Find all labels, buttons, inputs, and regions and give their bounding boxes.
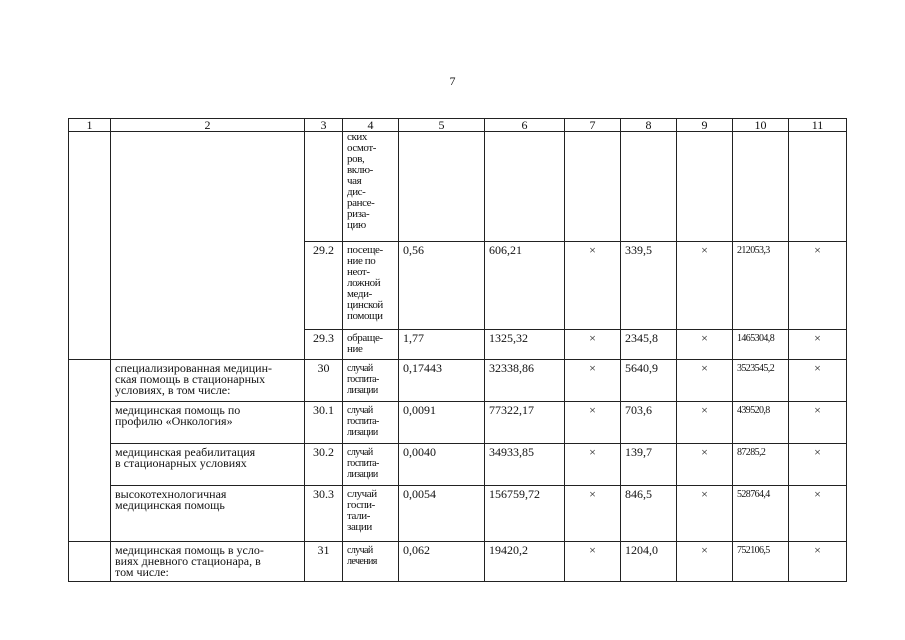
table-row (69, 486, 847, 542)
column-header-2: 2 (111, 119, 305, 132)
cell-col6: 19420,2 (485, 542, 565, 582)
cell-unit: случай госпита- лизации (343, 360, 399, 402)
cell-col5: 0,062 (399, 542, 485, 582)
table-row (69, 542, 847, 582)
cell-col5: 1,77 (399, 330, 485, 360)
cell-col11: × (789, 330, 847, 360)
cell-col10: 528764,4 (733, 486, 789, 542)
column-header-1: 1 (69, 119, 111, 132)
cell-row-number: 30.1 (305, 402, 343, 444)
cell-row-number: 31 (305, 542, 343, 582)
cell-col11: × (789, 360, 847, 402)
cell-col8: 1204,0 (621, 542, 677, 582)
cell-col9: × (677, 360, 733, 402)
cell-col9: × (677, 330, 733, 360)
cell-col5: 0,0040 (399, 444, 485, 486)
cell-col8: 5640,9 (621, 360, 677, 402)
cell-col1-merged (69, 360, 111, 542)
cell-col8: 139,7 (621, 444, 677, 486)
header-row (69, 119, 847, 132)
cell-unit: случай госпи- тали- зации (343, 486, 399, 542)
cell-row-number: 30.3 (305, 486, 343, 542)
cell-col9 (677, 132, 733, 242)
cell-col6: 156759,72 (485, 486, 565, 542)
cell-col11: × (789, 242, 847, 330)
cell-col5: 0,56 (399, 242, 485, 330)
cell-col5 (399, 132, 485, 242)
cell-col5: 0,0054 (399, 486, 485, 542)
cell-col11: × (789, 444, 847, 486)
cell-unit: посеще- ние по неот- ложной меди- цинской помощи (343, 242, 399, 330)
cell-col8: 2345,8 (621, 330, 677, 360)
cell-row-number: 29.2 (305, 242, 343, 330)
column-header-9: 9 (677, 119, 733, 132)
cell-col9: × (677, 486, 733, 542)
cell-row-number (305, 132, 343, 242)
cell-col11: × (789, 402, 847, 444)
cell-col11 (789, 132, 847, 242)
cell-col8 (621, 132, 677, 242)
cell-col6: 606,21 (485, 242, 565, 330)
cell-col6: 1325,32 (485, 330, 565, 360)
cell-indicator-name: высокотехнологичная медицинская помощь (111, 486, 305, 542)
table-row (69, 444, 847, 486)
cell-col6: 77322,17 (485, 402, 565, 444)
cell-indicator-name: медицинская реабилитация в стационарных условиях (111, 444, 305, 486)
cell-indicator-name (111, 132, 305, 360)
table-row (69, 132, 847, 242)
cell-col1 (69, 542, 111, 582)
column-header-8: 8 (621, 119, 677, 132)
cell-col10 (733, 132, 789, 242)
cell-row-number: 29.3 (305, 330, 343, 360)
column-header-4: 4 (343, 119, 399, 132)
column-header-6: 6 (485, 119, 565, 132)
cell-col11: × (789, 486, 847, 542)
cell-col7: × (565, 360, 621, 402)
cell-col9: × (677, 444, 733, 486)
cell-col7: × (565, 402, 621, 444)
cell-col7: × (565, 242, 621, 330)
column-header-5: 5 (399, 119, 485, 132)
cell-row-number: 30.2 (305, 444, 343, 486)
cell-row-number: 30 (305, 360, 343, 402)
cell-indicator-name: медицинская помощь по профилю «Онкология» (111, 402, 305, 444)
cell-col7: × (565, 542, 621, 582)
column-header-7: 7 (565, 119, 621, 132)
cell-col6: 32338,86 (485, 360, 565, 402)
cell-indicator-name: специализированная медицин- ская помощь в стационарных условиях, в том числе: (111, 360, 305, 402)
cell-col8: 846,5 (621, 486, 677, 542)
cell-col10: 3523545,2 (733, 360, 789, 402)
cell-col5: 0,17443 (399, 360, 485, 402)
cell-unit: обраще- ние (343, 330, 399, 360)
cell-col10: 752106,5 (733, 542, 789, 582)
column-header-10: 10 (733, 119, 789, 132)
cell-unit: случай госпита- лизации (343, 444, 399, 486)
cell-col5: 0,0091 (399, 402, 485, 444)
cell-col6 (485, 132, 565, 242)
page-number: 7 (449, 74, 456, 88)
cell-col9: × (677, 542, 733, 582)
cell-col7: × (565, 444, 621, 486)
cell-col8: 339,5 (621, 242, 677, 330)
cell-col11: × (789, 542, 847, 582)
cell-col10: 212053,3 (733, 242, 789, 330)
cell-col7 (565, 132, 621, 242)
cell-col10: 1465304,8 (733, 330, 789, 360)
cell-col10: 439520,8 (733, 402, 789, 444)
cell-unit: случай госпита- лизации (343, 402, 399, 444)
cell-col9: × (677, 402, 733, 444)
cell-unit: случай лечения (343, 542, 399, 582)
cell-col7: × (565, 486, 621, 542)
column-header-11: 11 (789, 119, 847, 132)
cell-col6: 34933,85 (485, 444, 565, 486)
column-header-3: 3 (305, 119, 343, 132)
cell-col8: 703,6 (621, 402, 677, 444)
cell-col10: 87285,2 (733, 444, 789, 486)
cell-col9: × (677, 242, 733, 330)
cell-unit: ских осмот- ров, вклю- чая дис- pансе- риза- цию (343, 132, 399, 242)
table-row (69, 402, 847, 444)
data-table (68, 118, 847, 582)
cell-col1-merged (69, 132, 111, 360)
cell-col7: × (565, 330, 621, 360)
table-row (69, 360, 847, 402)
cell-indicator-name: медицинская помощь в усло- виях дневного стационара, в том числе: (111, 542, 305, 582)
